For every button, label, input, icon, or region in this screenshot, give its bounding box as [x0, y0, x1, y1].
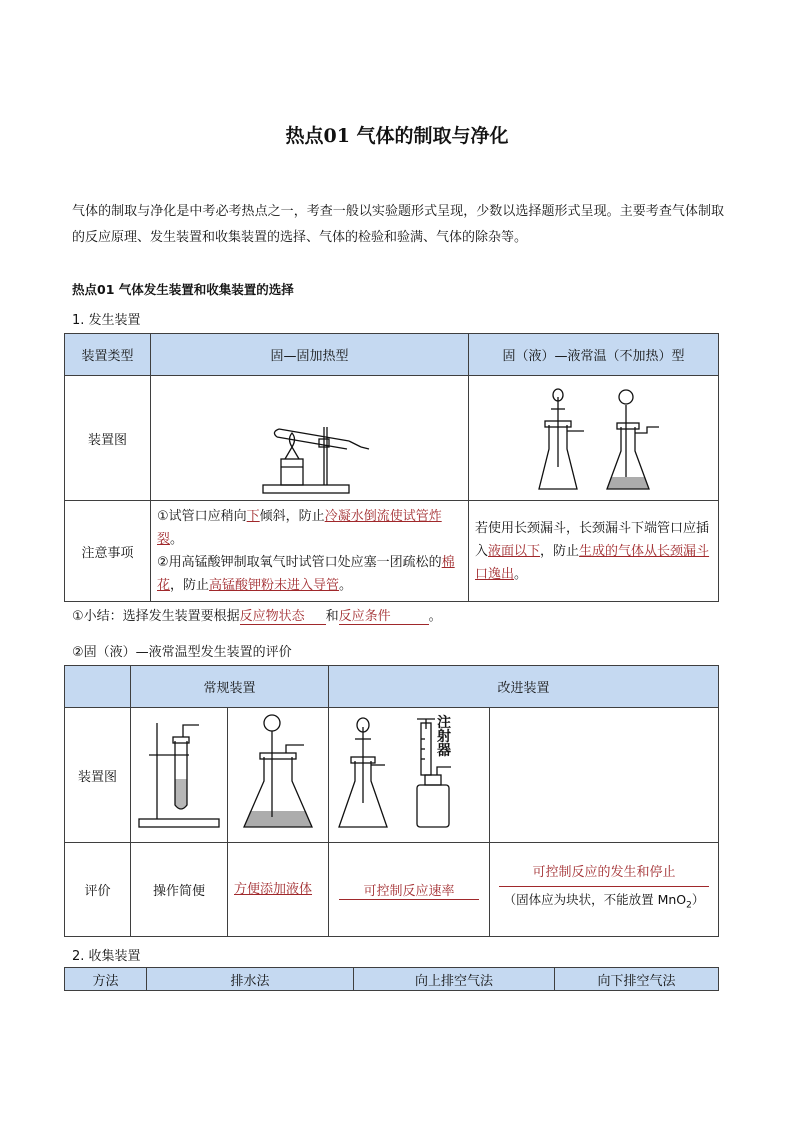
summary-line: [72, 605, 442, 625]
answer-gas-escape: 生成的气体从长颈漏斗口逸出: [475, 543, 710, 582]
eval-control-start-stop-cell: [490, 843, 719, 937]
header-improved-device: 改进装置: [329, 666, 719, 708]
header-liquid-room-temp: 固（液）—液常温（不加热）型: [469, 334, 719, 376]
liquid-room-temp-apparatus-diagram: [469, 377, 719, 500]
row-label-eval: 评价: [65, 843, 131, 937]
answer-cotton: 棉花: [157, 555, 455, 593]
answer-below-liquid: 液面以下: [488, 543, 541, 559]
answer-condensate-backflow: 冷凝水倒流使试管炸裂: [157, 509, 442, 547]
subheading-generator: 1. 发生装置: [72, 313, 141, 328]
header-method: 方法: [65, 968, 147, 991]
diagram-solid-heating-cell: [151, 376, 469, 501]
eval-heading: ②固（液）—液常温型发生装置的评价: [72, 645, 292, 660]
answer-tilt-down: 下: [246, 509, 260, 524]
generator-table: [64, 333, 719, 602]
eval-control-rate: 可控制反应速率: [339, 880, 479, 900]
diagram-liquid-room-temp-cell: [469, 376, 719, 501]
eval-note: （固体应为块状，不能放置 MnO$_2$）: [503, 892, 705, 911]
row-label-notes: 注意事项: [65, 501, 151, 602]
diagram-long-funnel-cell: [228, 708, 329, 843]
summary-text: ①小结：选择发生装置要根据: [72, 609, 240, 624]
summary-text: 。: [428, 609, 442, 624]
header-device-type: 装置类型: [65, 334, 151, 376]
header-blank: [65, 666, 131, 708]
diagram-improved-cell: [329, 708, 490, 843]
answer-powder-into-tube: 高锰酸钾粉末进入导管: [209, 578, 340, 593]
diagram-empty-cell: [490, 708, 719, 843]
subheading-collection: 2. 收集装置: [72, 949, 141, 964]
note-text: ②用高锰酸钾制取氧气时试管口处应塞一团疏松的: [157, 555, 442, 570]
header-downward-air: 向下排空气法: [555, 968, 719, 991]
syringe-label: 注射器: [437, 714, 452, 759]
note-text: 倾斜，防止: [259, 509, 325, 524]
note-text: ，防止: [540, 543, 580, 559]
summary-text: 和: [325, 609, 339, 624]
notes-liquid-room-temp: [469, 501, 719, 602]
notes-solid-heating: [151, 501, 469, 602]
intro-paragraph: 气体的制取与净化是中考必考热点之一，考查一般以实验题形式呈现，少数以选择题形式呈现。主要考查气体制取的反应原理、发生装置和收集装置的选择、气体的检验和验满、气体的除杂等。: [72, 204, 724, 245]
page-title: 热点01 气体的制取与净化: [285, 125, 509, 147]
answer-reaction-condition: 反应条件: [339, 605, 429, 625]
note-text: ，防止: [170, 578, 210, 593]
section-heading: 热点01 气体发生装置和收集装置的选择: [72, 282, 294, 297]
note-text: 。: [514, 566, 528, 582]
long-neck-funnel-apparatus-diagram: [228, 709, 329, 842]
eval-control-rate-cell: [329, 843, 490, 937]
header-regular-device: 常规装置: [131, 666, 329, 708]
note-text: 若使用长颈漏斗，长颈漏斗下端管口应插入: [475, 520, 710, 559]
eval-add-liquid-cell: [228, 843, 329, 937]
eval-control-start-stop: 可控制反应的发生和停止: [499, 860, 709, 887]
evaluation-table: [64, 665, 719, 937]
diagram-test-tube-cell: [131, 708, 228, 843]
note-text: 。: [339, 578, 353, 593]
note-text: ①试管口应稍向: [157, 509, 247, 524]
answer-reactant-state: 反应物状态: [240, 605, 326, 625]
header-upward-air: 向上排空气法: [354, 968, 555, 991]
row-label-diagram: 装置图: [65, 376, 151, 501]
header-solid-heating: 固—固加热型: [151, 334, 469, 376]
eval-add-liquid: 方便添加液体: [234, 882, 313, 897]
solid-heating-apparatus-diagram: [151, 377, 469, 500]
collection-table: [64, 967, 719, 991]
improved-apparatus-diagram: [329, 709, 490, 842]
test-tube-apparatus-diagram: [131, 709, 228, 842]
note-text: 。: [170, 532, 184, 547]
eval-simple-operation: 操作简便: [131, 843, 228, 937]
header-water-displacement: 排水法: [147, 968, 354, 991]
row-label-diagram-2: 装置图: [65, 708, 131, 843]
